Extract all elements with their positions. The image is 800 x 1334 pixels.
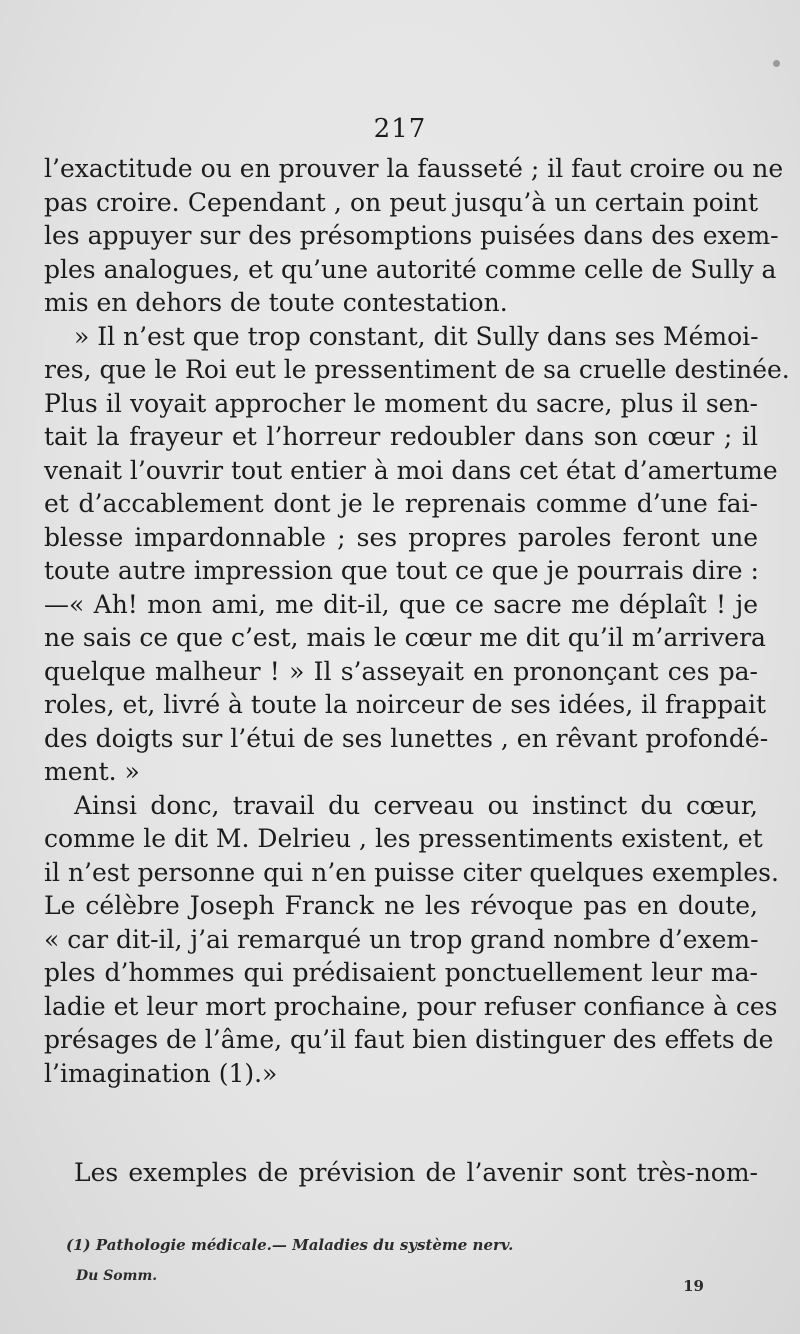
text-line: res, que le Roi eut le pressentiment de sa cruelle destinée. xyxy=(44,355,790,384)
text-line: il n’est personne qui n’en puisse citer quelques exemples. xyxy=(44,857,779,887)
text-line: « car dit-il, j’ai remarqué un trop grand nombre d’exem- xyxy=(44,924,759,954)
text-line: ladie et leur mort prochaine, pour refuser confiance à ces xyxy=(44,991,778,1021)
footnote: (1) Pathologie médicale.— Maladies du système nerv. xyxy=(66,1236,514,1254)
text-line: pas croire. Cependant , on peut jusqu’à un certain point xyxy=(44,187,758,217)
text-line: roles, et, livré à toute la noirceur de ses idées, il frappait xyxy=(44,690,767,719)
paper-speck xyxy=(773,60,780,67)
text-line: l’imagination (1).» xyxy=(44,1058,278,1088)
body-text xyxy=(44,152,790,1190)
text-line: » Il n’est que trop constant, dit Sully dans ses Mémoi- xyxy=(74,321,759,351)
text-line: et d’accablement dont je le reprenais comme d’une fai- xyxy=(44,489,758,518)
text-line: quelque malheur ! » Il s’asseyait en prononçant ces pa- xyxy=(44,656,758,686)
text-line: des doigts sur l’étui de ses lunettes , en rêvant profondé- xyxy=(44,723,769,753)
text-line: ment. » xyxy=(44,757,140,786)
signature-mark: 19 xyxy=(683,1277,704,1295)
text-line: Le célèbre Joseph Franck ne les révoque pas en doute, xyxy=(44,891,758,920)
paragraph-gap xyxy=(44,1090,758,1156)
text-line: Ainsi donc, travail du cerveau ou instinct du cœur, xyxy=(74,790,758,820)
footnote-continuation: Du Somm. xyxy=(76,1268,158,1284)
text-line: Plus il voyait approcher le moment du sacre, plus il sen- xyxy=(44,388,758,418)
paragraph-2 xyxy=(44,320,790,789)
text-line: toute autre impression que tout ce que je pourrais dire : xyxy=(44,556,759,585)
text-line: les appuyer sur des présomptions puisées dans des exem- xyxy=(44,221,779,250)
text-line: ne sais ce que c’est, mais le cœur me dit qu’il m’arrivera xyxy=(44,623,766,652)
text-line: venait l’ouvrir tout entier à moi dans cet état d’amertume xyxy=(44,455,778,485)
text-line: Les exemples de prévision de l’avenir sont très-nom- xyxy=(74,1158,758,1187)
page-number: 217 xyxy=(373,114,427,144)
text-line: présages de l’âme, qu’il faut bien distinguer des effets de xyxy=(44,1025,774,1054)
paragraph-4 xyxy=(44,1156,758,1190)
text-line: blesse impardonnable ; ses propres paroles feront une xyxy=(44,522,758,552)
text-line: tait la frayeur et l’horreur redoubler dans son cœur ; il xyxy=(44,422,758,451)
text-line: l’exactitude ou en prouver la fausseté ; il faut croire ou ne xyxy=(44,154,784,183)
text-line: comme le dit M. Delrieu , les pressentiments existent, et xyxy=(44,824,763,853)
paragraph-1 xyxy=(44,152,784,320)
text-line: —« Ah! mon ami, me dit-il, que ce sacre me déplaît ! je xyxy=(44,589,758,619)
paragraph-3 xyxy=(44,789,779,1091)
text-line: mis en dehors de toute contestation. xyxy=(44,288,508,317)
text-line: ples analogues, et qu’une autorité comme celle de Sully a xyxy=(44,254,777,284)
text-line: ples d’hommes qui prédisaient ponctuellement leur ma- xyxy=(44,958,758,987)
